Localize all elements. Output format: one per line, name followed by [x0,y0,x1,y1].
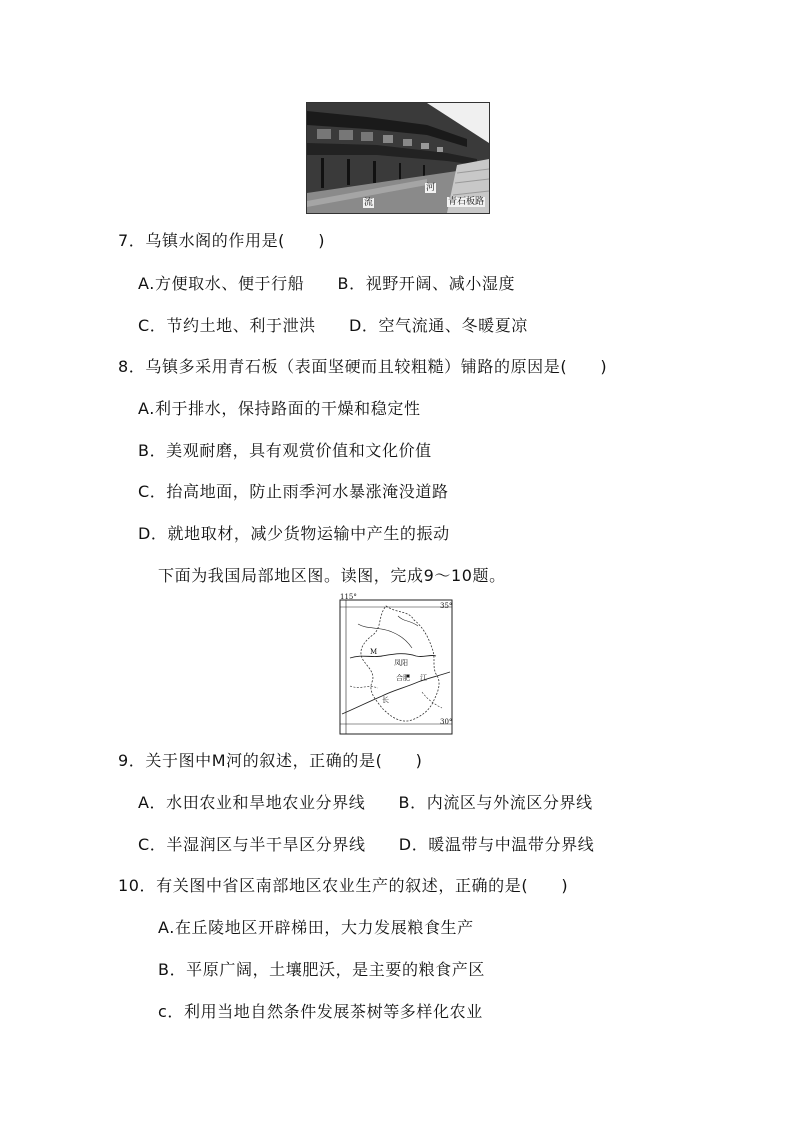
q10-option-a: A.在丘陵地区开辟梯田，大力发展粮食生产 [158,918,474,937]
q8-option-a: A.利于排水，保持路面的干燥和稳定性 [138,399,421,418]
map-label-115: 115° [340,593,357,601]
q8-stem: 8．乌镇多采用青石板（表面坚硬而且较粗糙）铺路的原因是( ) [118,357,608,376]
regional-map [338,593,454,738]
photo-label-he: 河 [426,183,436,193]
photo-label-stone-road: 青石板路 [448,197,485,207]
q7-option-cd: C．节约土地、利于泄洪 D．空气流通、冬暖夏凉 [138,316,528,335]
q9-option-ab: A．水田农业和旱地农业分界线 B．内流区与外流区分界线 [138,793,593,812]
q7-stem: 7．乌镇水阁的作用是( ) [118,231,326,250]
wuzhen-water-pavilion-photo [306,102,490,214]
q9-stem: 9．关于图中M河的叙述，正确的是( ) [118,751,423,770]
map-label-fengyang: 凤阳 [394,659,408,667]
q8-option-d: D．就地取材，减少货物运输中产生的振动 [138,524,450,543]
q10-option-b: B．平原广阔，土壤肥沃，是主要的粮食产区 [158,960,485,979]
photo-label-liu: 流 [364,198,374,208]
q8-option-c: C．抬高地面，防止雨季河水暴涨淹没道路 [138,482,449,501]
section-intro: 下面为我国局部地区图。读图，完成9～10题。 [158,566,506,585]
q10-option-c: c．利用当地自然条件发展茶树等多样化农业 [158,1002,483,1021]
map-label-chang: 长 [382,696,389,704]
map-label-30: 30° [440,718,453,726]
q8-option-b: B．美观耐磨，具有观赏价值和文化价值 [138,441,432,460]
q7-option-ab: A.方便取水、便于行船 B．视野开阔、减小湿度 [138,274,516,293]
map-label-hefei: 合肥 [396,674,410,682]
q9-option-cd: C．半湿润区与半干旱区分界线 D．暖温带与中温带分界线 [138,835,595,854]
map-label-35: 35° [440,602,453,610]
q10-stem: 10．有关图中省区南部地区农业生产的叙述，正确的是( ) [118,876,569,895]
map-label-jiang: 江 [420,674,427,682]
map-label-m: M [370,648,378,656]
